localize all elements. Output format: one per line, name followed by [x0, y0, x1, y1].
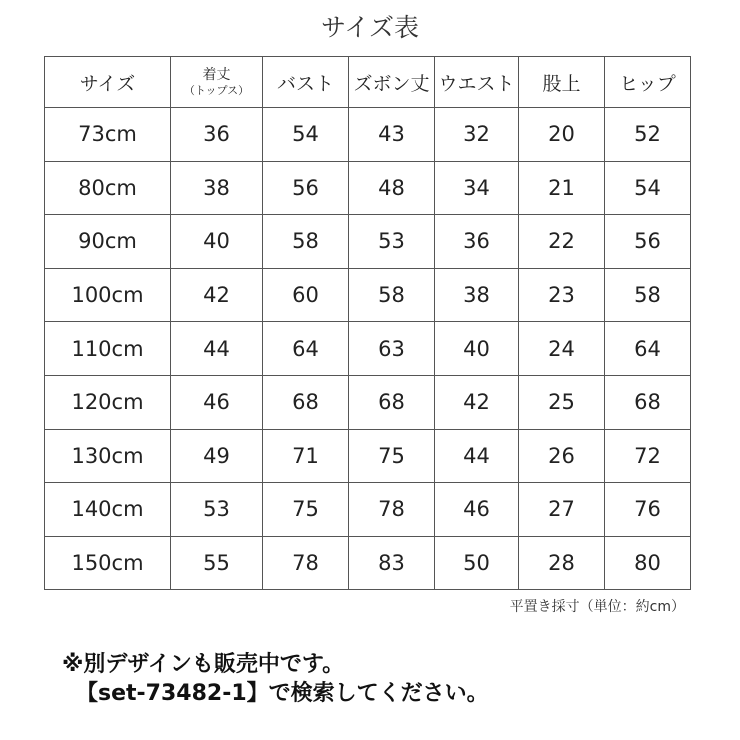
table-row [45, 536, 691, 590]
value-cell: 63 [349, 322, 435, 376]
header-waist: ウエスト [435, 57, 519, 108]
header-hip: ヒップ [605, 57, 691, 108]
table-row [45, 108, 691, 162]
value-cell: 56 [263, 161, 349, 215]
value-cell: 20 [519, 108, 605, 162]
value-cell: 38 [435, 268, 519, 322]
size-cell: 73cm [45, 108, 171, 162]
value-cell: 26 [519, 429, 605, 483]
value-cell: 27 [519, 483, 605, 537]
value-cell: 25 [519, 375, 605, 429]
footer-line-1: ※別デザインも販売中です。 [62, 652, 345, 677]
value-cell: 53 [171, 483, 263, 537]
value-cell: 71 [263, 429, 349, 483]
header-pants-length: ズボン丈 [349, 57, 435, 108]
value-cell: 36 [171, 108, 263, 162]
size-cell: 100cm [45, 268, 171, 322]
value-cell: 42 [435, 375, 519, 429]
value-cell: 54 [263, 108, 349, 162]
value-cell: 54 [605, 161, 691, 215]
table-row [45, 375, 691, 429]
value-cell: 34 [435, 161, 519, 215]
header-length-sublabel: （トップス） [183, 83, 250, 97]
table-row [45, 215, 691, 269]
header-bust: バスト [263, 57, 349, 108]
value-cell: 43 [349, 108, 435, 162]
size-cell: 120cm [45, 375, 171, 429]
value-cell: 32 [435, 108, 519, 162]
value-cell: 22 [519, 215, 605, 269]
size-cell: 110cm [45, 322, 171, 376]
size-cell: 130cm [45, 429, 171, 483]
value-cell: 44 [171, 322, 263, 376]
value-cell: 60 [263, 268, 349, 322]
value-cell: 80 [605, 536, 691, 590]
value-cell: 58 [605, 268, 691, 322]
value-cell: 78 [349, 483, 435, 537]
table-row [45, 161, 691, 215]
size-cell: 150cm [45, 536, 171, 590]
value-cell: 50 [435, 536, 519, 590]
value-cell: 46 [171, 375, 263, 429]
size-table [44, 56, 691, 590]
header-length-label: 着丈 [202, 66, 231, 83]
value-cell: 48 [349, 161, 435, 215]
table-row [45, 429, 691, 483]
value-cell: 53 [349, 215, 435, 269]
value-cell: 75 [263, 483, 349, 537]
size-cell: 80cm [45, 161, 171, 215]
page-title: サイズ表 [320, 13, 419, 42]
value-cell: 78 [263, 536, 349, 590]
table-row [45, 322, 691, 376]
header-size: サイズ [45, 57, 171, 108]
value-cell: 68 [605, 375, 691, 429]
value-cell: 58 [349, 268, 435, 322]
footer-line-2: 【set-73482-1】で検索してください。 [76, 681, 489, 706]
table-header-row [45, 57, 691, 108]
value-cell: 52 [605, 108, 691, 162]
value-cell: 46 [435, 483, 519, 537]
value-cell: 40 [435, 322, 519, 376]
value-cell: 56 [605, 215, 691, 269]
header-length [171, 57, 263, 108]
footer-message [62, 650, 489, 708]
value-cell: 24 [519, 322, 605, 376]
value-cell: 72 [605, 429, 691, 483]
value-cell: 38 [171, 161, 263, 215]
value-cell: 44 [435, 429, 519, 483]
value-cell: 55 [171, 536, 263, 590]
size-cell: 140cm [45, 483, 171, 537]
value-cell: 21 [519, 161, 605, 215]
value-cell: 64 [605, 322, 691, 376]
value-cell: 83 [349, 536, 435, 590]
value-cell: 40 [171, 215, 263, 269]
value-cell: 68 [263, 375, 349, 429]
value-cell: 28 [519, 536, 605, 590]
value-cell: 23 [519, 268, 605, 322]
value-cell: 58 [263, 215, 349, 269]
value-cell: 49 [171, 429, 263, 483]
table-row [45, 483, 691, 537]
value-cell: 42 [171, 268, 263, 322]
value-cell: 68 [349, 375, 435, 429]
value-cell: 76 [605, 483, 691, 537]
value-cell: 64 [263, 322, 349, 376]
measurement-note: 平置き採寸（単位：約cm） [509, 599, 685, 615]
value-cell: 36 [435, 215, 519, 269]
value-cell: 75 [349, 429, 435, 483]
table-row [45, 268, 691, 322]
size-cell: 90cm [45, 215, 171, 269]
header-rise: 股上 [519, 57, 605, 108]
